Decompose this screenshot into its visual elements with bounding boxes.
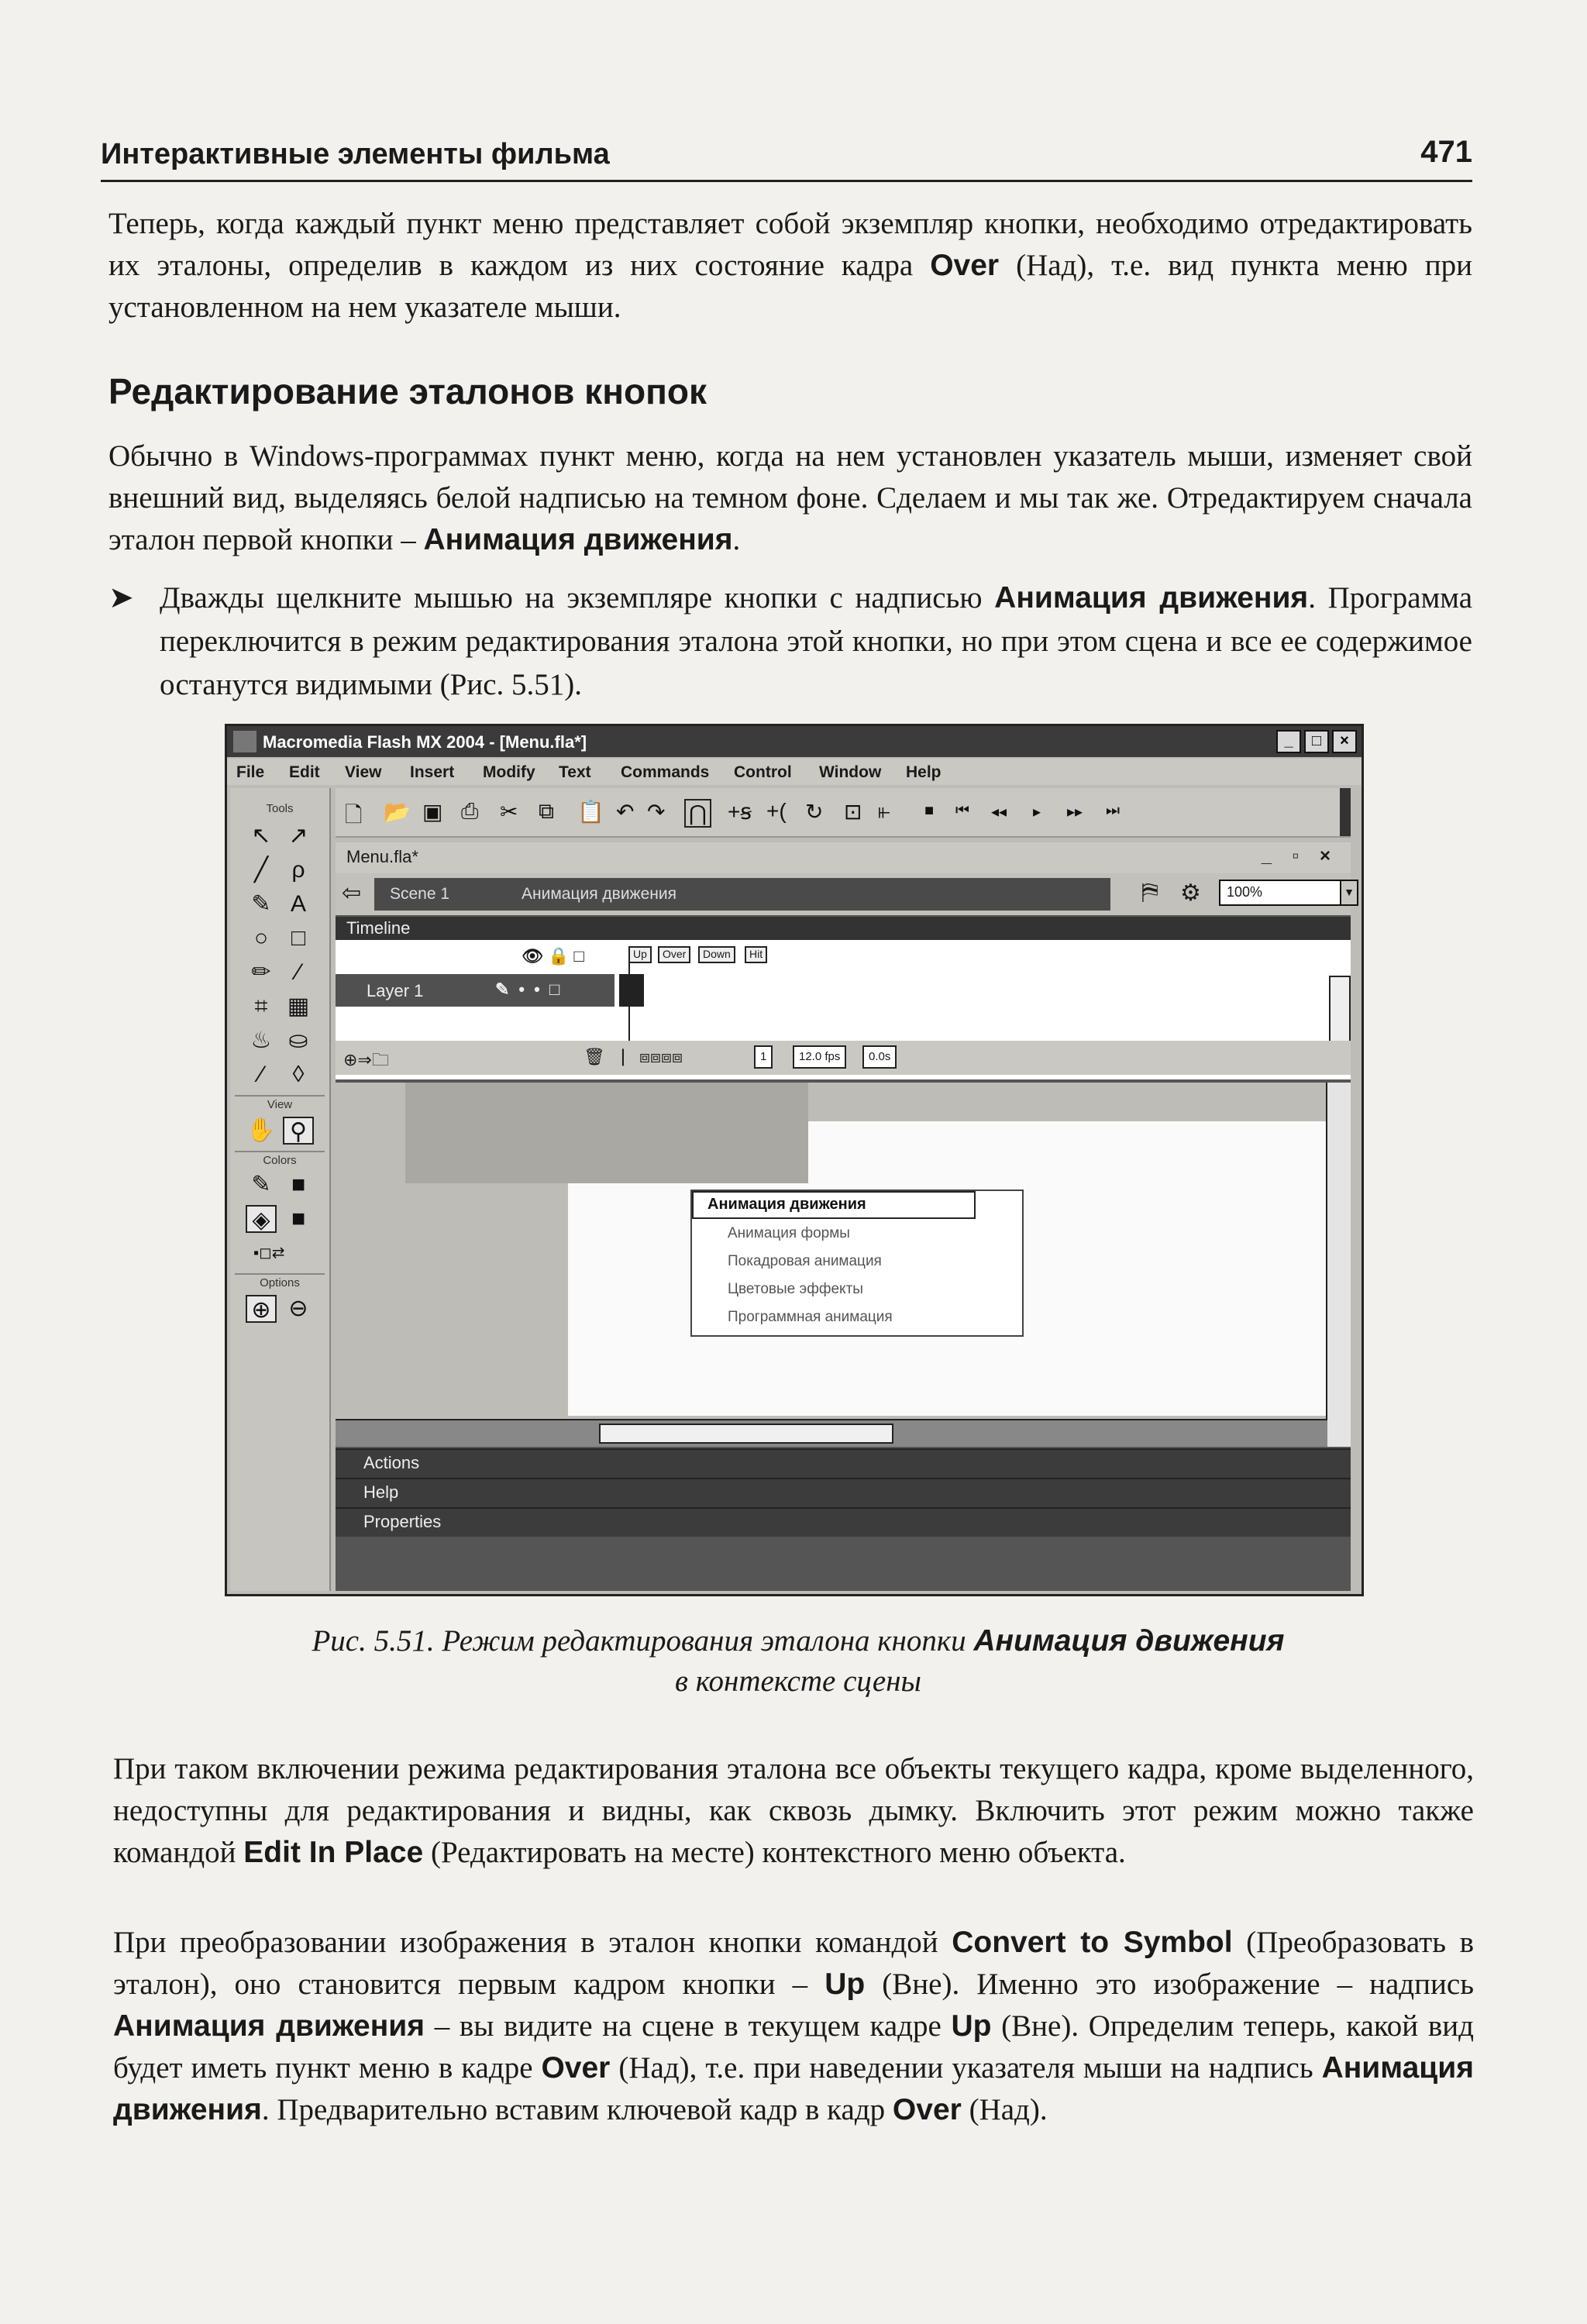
align-icon[interactable]: ⫦ [878,799,890,823]
zoom-icon[interactable]: ⚲ [283,1117,314,1145]
caption-line-2: в контексте сцены [675,1665,921,1698]
current-frame: 1 [754,1045,773,1069]
options-label: Options [260,1276,300,1289]
hand-icon[interactable]: ✋ [246,1117,276,1143]
panel-label: Properties [363,1512,442,1531]
timeline-header[interactable] [336,917,1351,940]
play-icon[interactable]: ▸ [1033,804,1041,821]
paragraph-4 [113,1922,1474,2131]
text: Обычно в Windows-программах пункт меню, когда на нем установлен указатель мыши, изменяет свой внешний вид, выделяясь белой надписью на темном фоне. Сделаем и мы так же. Отредактируем сначала эталон первой кнопки – [108,439,1472,556]
timeline [336,940,1351,1079]
breadcrumb-symbol[interactable]: Анимация движения [522,885,676,903]
fill-transform-icon[interactable]: ▦ [287,993,310,1019]
arrow-icon[interactable]: ↖ [251,823,271,849]
zoom-in-icon[interactable]: ⊕ [246,1295,277,1323]
menu-edit[interactable]: Edit [289,763,320,781]
lasso-icon[interactable]: ρ [291,857,305,883]
text: (Вне). Именно это изображение – надпись [865,1968,1474,2001]
cut-icon[interactable]: ✂ [500,800,518,824]
open-file-icon[interactable]: 📂 [384,800,411,824]
maximize-button[interactable]: □ [1304,730,1329,753]
zoom-out-icon[interactable]: ⊖ [288,1296,308,1321]
document-titlebar [336,842,1351,873]
ink-bottle-icon[interactable]: ♨ [250,1028,272,1053]
fill-swatch-icon[interactable]: ■ [291,1206,306,1231]
main-toolbar [336,788,1351,838]
frame-label-hit[interactable]: Hit [745,946,767,963]
text: . Предварительно вставим ключевой кадр в кадр [261,2093,893,2126]
paste-icon[interactable]: 📋 [577,800,604,824]
paragraph-2 [108,436,1472,561]
caption-bold: Анимация движения [973,1624,1285,1658]
menu-button-frame: Покадровая анимация [728,1253,882,1269]
text: – вы видите на сцене в текущем кадре [425,2009,952,2043]
layer-row[interactable] [336,974,614,1007]
panel-label: Actions [363,1453,420,1472]
bold-term: Up [824,1968,866,2001]
bold-term: Анимация движения [423,523,733,556]
breadcrumb-scene[interactable]: Scene 1 [390,885,450,903]
text: При таком включении режима редактирования эталона все объекты текущего кадра, кроме выделенного, недоступны для редактирования и видны, как сквозь дымку. Включить этот режим можно также командой [113,1752,1474,1869]
subselect-icon[interactable]: ↗ [288,823,308,849]
free-transform-icon[interactable]: ⌗ [254,993,268,1019]
text: . Программа переключится в режим редактирования эталона этой кнопки, но при этом сцена и все ее содержимое останутся видимыми (Рис. 5.51). [160,581,1473,701]
toolbar-scrollbar[interactable] [1340,788,1351,836]
snap-magnet-icon[interactable]: ⋂ [684,799,711,828]
text: (Преобразовать в эталон), оно становится первым кадром кнопки – [113,1926,1474,2001]
edit-bar [336,873,1355,915]
stage-vertical-scrollbar[interactable] [1326,1083,1351,1447]
fill-color-icon[interactable]: ◈ [246,1205,277,1233]
text: (Над), т.е. вид пункта меню при установленном на нем указателе мыши. [108,249,1472,324]
bold-term: Over [930,249,1000,282]
layer-visibility-icons[interactable]: 👁 🔒 □ [522,946,584,966]
save-icon[interactable]: ▣ [422,800,443,824]
document-window [336,842,1355,1591]
bold-term: Анимация движения [994,581,1309,615]
document-title: Menu.fla* [346,847,418,866]
add-layer-icons[interactable]: ⊕⇒🗀 [343,1050,389,1069]
edit-scene-icon[interactable]: ⛿ [1141,880,1158,905]
menu-commands[interactable]: Commands [621,763,710,781]
rotate-icon[interactable]: ↻ [805,800,824,824]
layer-status-icons: ✎••□ [495,980,570,999]
frame-label-over[interactable]: Over [658,946,690,963]
close-button[interactable]: × [1332,730,1357,753]
bold-term: Convert to Symbol [952,1926,1233,1959]
menu-button-motion[interactable]: Анимация движения [692,1191,976,1219]
chevron-down-icon[interactable]: ▼ [1340,880,1358,906]
panel-actions[interactable] [336,1448,1351,1478]
step-forward-icon[interactable]: ▸▸ [1067,804,1083,821]
panel-help[interactable] [336,1478,1351,1507]
bold-term: Over [541,2051,611,2085]
bold-term: Анимация движения [113,2009,425,2043]
oval-icon[interactable]: ○ [253,925,269,951]
timeline-label: Timeline [346,918,411,938]
scroll-thumb[interactable] [599,1424,893,1444]
colors-label: Colors [263,1154,297,1167]
undo-icon[interactable]: ↶ [616,800,635,824]
flash-app-icon [233,731,256,752]
text: (Редактировать на месте) контекстного меню объекта. [423,1836,1126,1869]
print-icon[interactable]: ⎙ [461,799,479,823]
swap-colors-icon[interactable]: ▪◻⇄ [253,1245,285,1262]
back-arrow-icon[interactable]: ⇦ [342,880,362,906]
page-number: 471 [1420,135,1472,169]
text: (Над). [961,2093,1048,2126]
paint-bucket-icon[interactable]: ⛀ [288,1028,308,1053]
timeline-footer [336,1041,1351,1075]
timeline-scrollbar[interactable] [1329,976,1351,1045]
stop-icon[interactable]: ■ [924,802,935,819]
divider [235,1095,325,1097]
paragraph-1 [108,203,1472,329]
rectangle-icon[interactable]: □ [291,925,306,951]
stage-area [336,1083,1351,1447]
rewind-icon[interactable]: ⏮ [955,802,969,819]
menu-modify[interactable]: Modify [483,763,535,781]
text: Теперь, когда каждый пункт меню представляет собой экземпляр кнопки, необходимо отредактировать их эталоны, определив в каждом из них состояние кадра [108,207,1472,282]
panel-properties[interactable] [336,1507,1351,1537]
menu-insert[interactable]: Insert [410,763,455,781]
tools-label: Tools [266,802,294,815]
menu-help[interactable]: Help [906,763,942,781]
page-header [101,132,1472,182]
eraser-icon[interactable]: ◊ [292,1062,305,1087]
dimmed-graphic [405,1083,808,1183]
menu-file[interactable]: File [236,763,265,781]
trash-icon[interactable]: 🗑 [584,1047,605,1066]
text: . [732,523,741,556]
divider [235,1273,325,1275]
menu-control[interactable]: Control [734,763,792,781]
brush-icon[interactable]: ⁄ [296,959,301,985]
breadcrumb [374,878,1110,911]
paragraph-3 [113,1748,1474,1874]
text: (Вне). Определим теперь, какой вид будет иметь пункт меню в кадре [113,2009,1474,2085]
text: (Над), т.е. при наведении указателя мыши на надпись [610,2051,1322,2085]
divider [235,1151,325,1152]
edit-symbol-icon[interactable]: ⚙ [1180,880,1201,906]
text-tool-icon[interactable]: A [290,891,306,917]
new-file-icon[interactable]: 🗋 [345,803,363,827]
frame-rate: 12.0 fps [793,1045,846,1069]
frame-label-down[interactable]: Down [698,946,735,963]
menu-button-script: Программная анимация [728,1309,893,1325]
text: Дважды щелкните мышью на экземпляре кнопки с надписью [160,581,995,615]
bullet-text [160,577,1472,707]
copy-icon[interactable]: ⧉ [539,799,554,823]
onion-skin-icons[interactable]: ⎸⧈⧈⧈⧈ [622,1047,683,1066]
layer-name: Layer 1 [367,981,424,1000]
section-heading: Редактирование эталонов кнопок [108,371,707,411]
window-titlebar [227,726,1362,757]
stroke-color-icon[interactable]: ✎ [251,1172,271,1197]
window-title: Macromedia Flash MX 2004 - [Menu.fla*] [263,732,587,752]
text: При преобразовании изображения в эталон кнопки командой [113,1926,952,1959]
stage-horizontal-scrollbar[interactable] [336,1419,1327,1447]
pencil-icon[interactable]: ✏ [251,959,271,985]
button-menu [690,1190,1024,1337]
bold-term: Up [951,2009,992,2043]
menu-view[interactable]: View [345,763,382,781]
panel-label: Help [363,1482,399,1502]
bold-term: Анимация движения [113,2051,1474,2126]
menu-button-color: Цветовые эффекты [728,1281,863,1297]
tools-panel [230,788,331,1591]
pen-icon[interactable]: ✎ [251,891,271,917]
redo-icon[interactable]: ↷ [647,800,666,824]
menu-bar [227,759,1362,785]
stroke-swatch-icon[interactable]: ■ [291,1172,306,1197]
go-to-end-icon[interactable]: ⏭ [1106,802,1120,819]
bold-term: Edit In Place [243,1836,424,1869]
smooth-icon[interactable]: +ꞩ [728,800,752,824]
eyedropper-icon[interactable]: ⁄ [259,1062,263,1087]
scale-icon[interactable]: ⊡ [844,800,862,824]
caption-text: Рис. 5.51. Режим редактирования эталона кнопки [312,1624,974,1658]
frame-label-up[interactable]: Up [628,946,652,963]
minimize-button[interactable]: _ [1276,730,1301,753]
bullet-arrow-icon: ➤ [108,581,134,615]
step-back-icon[interactable]: ◂◂ [991,804,1007,821]
menu-button-shape: Анимация формы [728,1225,850,1241]
flash-screenshot [225,724,1364,1596]
bold-term: Over [892,2093,962,2126]
zoom-select[interactable]: 100% [1219,880,1358,906]
keyframe[interactable] [619,974,644,1007]
line-icon[interactable]: ╱ [253,857,269,883]
figure-caption [155,1621,1441,1702]
elapsed-time: 0.0s [862,1045,897,1069]
document-window-controls[interactable]: _ ▫ × [1261,845,1338,866]
menu-window[interactable]: Window [819,763,882,781]
running-title: Интерактивные элементы фильма [101,138,610,170]
view-label: View [267,1098,293,1111]
menu-text[interactable]: Text [559,763,591,781]
straighten-icon[interactable]: +( [766,799,787,823]
